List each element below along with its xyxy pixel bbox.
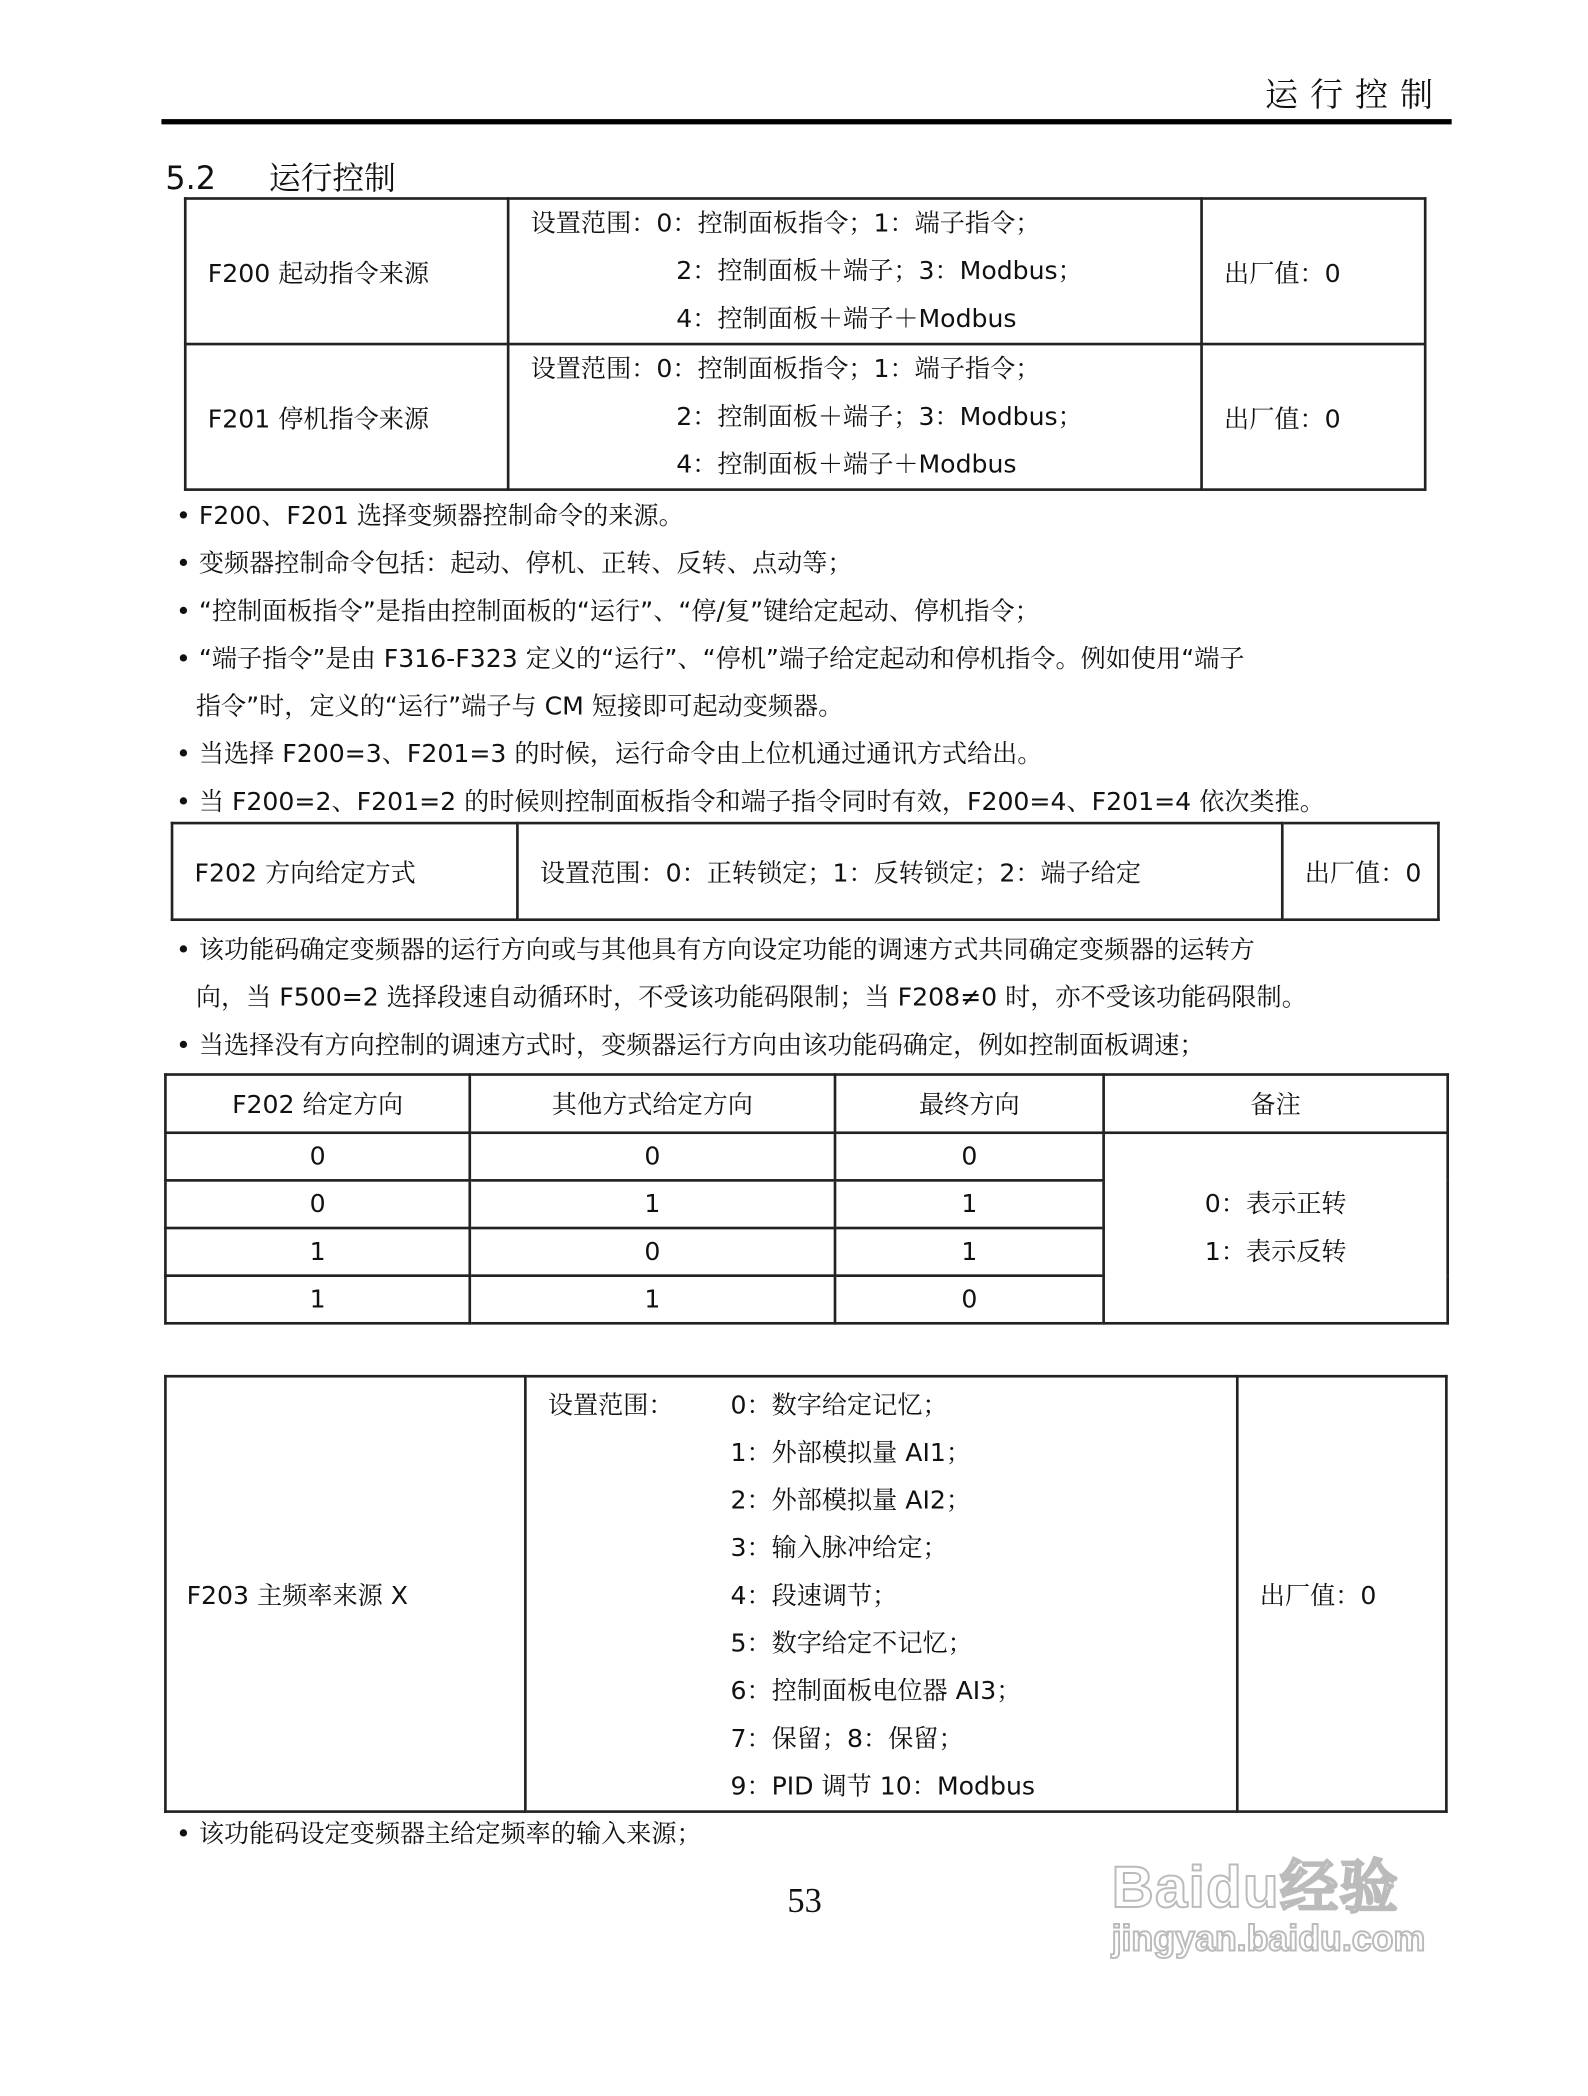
table-cell: 1 xyxy=(165,1276,469,1324)
page-number: 53 xyxy=(787,1881,822,1921)
bullet-text: 当选择没有方向控制的调速方式时，变频器运行方向由该功能码确定，例如控制面板调速； xyxy=(198,1030,1205,1060)
section-title: 运行控制 xyxy=(268,160,396,198)
bullet-text: 该功能码确定变频器的运行方向或与其他具有方向设定功能的调速方式共同确定变频器的运转方 xyxy=(198,935,1255,965)
f202-range: 设置范围：0：正转锁定；1：反转锁定；2：端子给定 xyxy=(517,823,1282,920)
bullet-icon: • xyxy=(175,739,199,769)
table-cell: 1 xyxy=(835,1228,1104,1276)
column-header: 备注 xyxy=(1104,1075,1448,1133)
f202-param: F202 方向给定方式 xyxy=(172,823,517,920)
bullet-line xyxy=(176,492,1325,540)
table-cell: 0 xyxy=(835,1276,1104,1324)
note-cell xyxy=(1104,1132,1448,1323)
range-line: 7：保留；8：保留； xyxy=(730,1724,964,1754)
bullet-text: 当选择 F200=3、F201=3 的时候，运行命令由上位机通过通讯方式给出。 xyxy=(198,739,1043,769)
range-line: 5：数字给定不记忆； xyxy=(730,1628,973,1659)
range-line: 4：段速调节； xyxy=(730,1581,898,1611)
chapter-header: 运行控制 xyxy=(1265,75,1446,114)
bullet-icon: • xyxy=(175,644,199,674)
param-name: F200 起动指令来源 xyxy=(185,198,508,344)
section-number: 5.2 xyxy=(165,160,216,198)
param-default: 出厂值：0 xyxy=(1202,198,1426,344)
table-cell: 1 xyxy=(470,1180,835,1228)
bullet-line: 向，当 F500=2 选择段速自动循环时，不受该功能码限制；当 F208≠0 时，亦不受该功能码限制。 xyxy=(195,983,1307,1013)
range-line: 1：外部模拟量 AI1； xyxy=(730,1438,972,1468)
table-cell: 1 xyxy=(835,1180,1104,1228)
f202-default: 出厂值：0 xyxy=(1282,823,1438,920)
table-cell: 0 xyxy=(165,1180,469,1228)
param-row xyxy=(185,198,1425,344)
param-row xyxy=(185,344,1425,490)
range-line: 4：控制面板＋端子＋Modbus xyxy=(676,449,1017,480)
table-row xyxy=(165,1132,1447,1180)
table-cell: 0 xyxy=(470,1228,835,1276)
f203-default: 出厂值：0 xyxy=(1237,1376,1446,1811)
bullet-icon: • xyxy=(175,549,199,579)
bullet-line xyxy=(176,778,1325,826)
bullets-2 xyxy=(176,926,1307,1069)
bullet-icon: • xyxy=(175,1819,199,1849)
range-line: 9：PID 调节 10：Modbus xyxy=(730,1771,1035,1802)
bullet-line xyxy=(176,635,1325,683)
column-header: F202 给定方向 xyxy=(165,1075,469,1133)
column-header: 最终方向 xyxy=(835,1075,1104,1133)
bullet-line xyxy=(176,1810,702,1858)
table-cell: 1 xyxy=(470,1276,835,1324)
bullet-text: F200、F201 选择变频器控制命令的来源。 xyxy=(198,501,684,531)
table-f200-f201 xyxy=(184,197,1427,491)
bullet-icon: • xyxy=(175,935,199,965)
section-heading xyxy=(165,152,395,198)
param-range xyxy=(508,198,1201,344)
bullet-line xyxy=(176,1022,1307,1070)
header-row xyxy=(165,1075,1447,1133)
bullets-1 xyxy=(176,492,1325,825)
column-header: 其他方式给定方向 xyxy=(470,1075,835,1133)
range-line: 4：控制面板＋端子＋Modbus xyxy=(676,304,1017,334)
f203-range-label: 设置范围： xyxy=(547,1390,674,1420)
bullet-line xyxy=(176,926,1307,974)
range-line: 0：数字给定记忆； xyxy=(730,1390,948,1420)
range-line: 2：外部模拟量 AI2； xyxy=(730,1486,972,1516)
bullet-icon: • xyxy=(175,596,199,626)
table-cell: 0 xyxy=(470,1132,835,1180)
header-rule xyxy=(161,119,1451,124)
table-cell: 0 xyxy=(835,1132,1104,1180)
range-line: 设置范围：0：控制面板指令；1：端子指令； xyxy=(530,209,1041,239)
bullet-text: “控制面板指令”是指由控制面板的“运行”、“停/复”键给定起动、停机指令； xyxy=(198,596,1040,626)
range-line: 2：控制面板＋端子；3：Modbus； xyxy=(676,402,1083,432)
direction-table xyxy=(164,1073,1449,1324)
f203-range xyxy=(525,1376,1237,1811)
bullets-3 xyxy=(176,1810,702,1858)
bullet-text: “端子指令”是由 F316-F323 定义的“运行”、“停机”端子给定起动和停机指令。例如使用“端子 xyxy=(198,644,1245,674)
bullet-text: 变频器控制命令包括：起动、停机、正转、反转、点动等； xyxy=(198,549,853,579)
range-line: 3：输入脉冲给定； xyxy=(730,1533,948,1563)
range-line: 6：控制面板电位器 AI3； xyxy=(730,1676,1022,1706)
bullet-text: 该功能码设定变频器主给定频率的输入来源； xyxy=(198,1819,702,1849)
table-cell: 0 xyxy=(165,1132,469,1180)
bullet-line: 指令”时，定义的“运行”端子与 CM 短接即可起动变频器。 xyxy=(195,692,844,722)
table-f202 xyxy=(171,822,1440,921)
bullet-text: 当 F200=2、F201=2 的时候则控制面板指令和端子指令同时有效，F200=4、F201=4 依次类推。 xyxy=(198,787,1325,817)
bullet-line xyxy=(176,730,1325,778)
table-f203 xyxy=(164,1375,1448,1813)
note-line: 0：表示正转 xyxy=(1204,1189,1347,1219)
bullet-line xyxy=(176,540,1325,588)
param-name: F201 停机指令来源 xyxy=(185,344,508,490)
param-range xyxy=(508,344,1201,490)
f203-param: F203 主频率来源 X xyxy=(165,1376,525,1811)
param-default: 出厂值：0 xyxy=(1202,344,1426,490)
range-line: 设置范围：0：控制面板指令；1：端子指令； xyxy=(530,354,1041,384)
bullet-line xyxy=(176,588,1325,636)
note-line: 1：表示反转 xyxy=(1204,1237,1347,1267)
range-line: 2：控制面板＋端子；3：Modbus； xyxy=(676,256,1083,286)
bullet-icon: • xyxy=(175,787,199,817)
bullet-icon: • xyxy=(175,1030,199,1060)
bullet-icon: • xyxy=(175,501,199,531)
table-cell: 1 xyxy=(165,1228,469,1276)
baidu-watermark-logo: Baidu经验 jingyan.baidu.com xyxy=(1111,1855,1426,1959)
